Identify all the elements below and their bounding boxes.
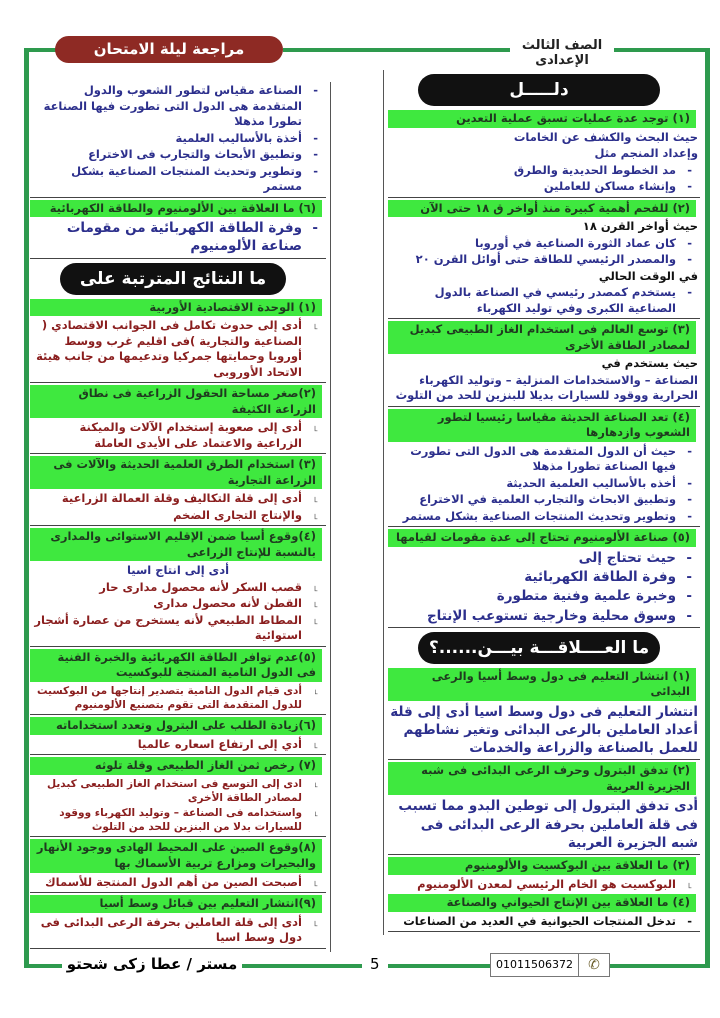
text-line: حيث أواخر القرن ١٨ — [582, 219, 698, 234]
divider — [30, 948, 326, 949]
phone-number: 01011506372 — [491, 954, 579, 976]
divider — [388, 931, 700, 932]
review-title-badge: مراجعة ليلة الامتحان — [55, 36, 283, 63]
highlighted-title: (٢) تدفق البترول وحرف الرعى البدائى فى شبه الجزيرة العربية — [388, 762, 696, 795]
bullet-item: - كان عماد الثورة الصناعية في أوروبا — [390, 236, 698, 252]
highlighted-title: (٩)انتشار التعليم بين قبائل وسط أسيا — [30, 895, 322, 913]
grade-label: الصف الثالث الإعدادى — [510, 38, 614, 68]
bullet-item: - أخذه بالأساليب العلمية الحديثة — [390, 476, 698, 492]
bullet-item: - يستخدم كمصدر رئيسي في الصناعة بالدول الصناعية الكبرى وفي توليد الكهرباء — [390, 285, 698, 316]
bullet-item: - حيث تحتاج إلى — [390, 549, 698, 567]
highlighted-title: (١) انتشار التعليم فى دول وسط أسيا والرعى البدائى — [388, 668, 696, 701]
divider — [388, 197, 700, 198]
divider — [388, 526, 700, 527]
divider — [30, 754, 326, 755]
text-line: أدى إلى انتاج اسيا — [126, 563, 230, 578]
highlighted-title: (٢)صغر مساحة الحقول الزراعية فى نطاق الزراعة الكثيفة — [30, 385, 322, 418]
text-line: في الوقت الحالي — [598, 268, 698, 283]
highlighted-title: (٦) ما العلاقة بين الألومنيوم والطاقة الكهربائية — [30, 200, 322, 218]
bullet-item: - حيث أن الدول المتقدمة هى الدول التى تطورت فيها الصناعة تطورا مذهلا — [390, 444, 698, 475]
highlighted-title: (٤) تعد الصناعة الحديثة مقياسا رئيسيا لتطور الشعوب وازدهارها — [388, 409, 696, 442]
divider — [30, 525, 326, 526]
frame-top-right — [610, 48, 710, 52]
arrow-item: ˪ المطاط الطبيعي لأنه يستخرج من عصارة أشجار استوائية — [32, 613, 324, 644]
bullet-item: - مد الخطوط الحديدية والطرق — [390, 163, 698, 179]
bullet-item: - وتطبيق الابحاث والتجارب العلمية في الاختراع — [390, 492, 698, 508]
arrow-item: ˪ أدى قيام الدول النامية بتصدير إنتاجها من البوكسيت للدول المتقدمة التى تقوم بتصنيع الألومنيوم — [32, 684, 324, 712]
arrow-item: ˪ قصب السكر لأنه محصول مدارى حار — [32, 580, 324, 596]
arrow-item: ˪ القطن لأنه محصول مدارى — [32, 596, 324, 612]
text-line: وإعداد المنجم مثل — [594, 146, 698, 161]
highlighted-title: (٨)وقوع الصين على المحيط الهادى ووجود الأنهار والبحيرات ومزارع تربية الأسماك بها — [30, 839, 322, 872]
arrow-item: ˪ والإنتاج التجارى الضخم — [32, 508, 324, 524]
bullet-item: - وتطوير وتحديث المنتجات الصناعية بشكل مستمر — [390, 509, 698, 525]
section-heading: ما النتائج المترتبة على — [60, 263, 286, 295]
bullet-item: - الصناعة مقياس لتطور الشعوب والدول المتقدمة هى الدول التى تطورت فيها الصناعة تطورا مذهلا — [32, 83, 324, 130]
bullet-item: - وإنشاء مساكن للعاملين — [390, 179, 698, 195]
arrow-item: ˪ أدى إلى حدوث تكامل فى الجوانب الاقتصادي ( الصناعية والتجارية )فى اقليم غرب ووسط أوروبا وحمايتها جمركيا وتدعيمها من جانب هيئة الاتحاد الأوروبى — [32, 318, 324, 380]
bullet-item: - والمصدر الرئيسي للطاقة حتى أوائل القرن ٢٠ — [390, 252, 698, 268]
arrow-item: ˪ البوكسيت هو الخام الرئيسي لمعدن الألومنيوم — [390, 877, 698, 893]
divider — [30, 382, 326, 383]
divider — [388, 406, 700, 407]
text-line: حيث يستخدم في — [601, 356, 698, 371]
text-line: الصناعة – والاستخدامات المنزلية – وتوليد الكهرباء الحرارية ووقود للسيارات بديلا للبنزين للحد من التلوث — [395, 372, 698, 403]
divider — [388, 759, 700, 760]
bullet-item: - وفرة الطاقة الكهربائية — [390, 568, 698, 586]
frame-top-middle — [283, 48, 510, 52]
right-column — [383, 70, 700, 935]
highlighted-title: (١) توجد عدة عمليات تسبق عملية التعدين — [388, 110, 696, 128]
bullet-item: - وخبرة علمية وفنية متطورة — [390, 587, 698, 605]
divider — [30, 836, 326, 837]
divider — [30, 258, 326, 259]
text-line: انتشار التعليم فى دول وسط اسيا أدى إلى قلة أعداد العاملين بالرعى البدائى وتغير نشاطهم للعمل بالصناعة والزراعة والخدمات — [390, 703, 698, 757]
bullet-item: - تدخل المنتجات الحيوانية في العديد من الصناعات — [390, 914, 698, 930]
highlighted-title: (٥) صناعة الألومنيوم تحتاج إلى عدة مقومات لقيامها — [388, 529, 696, 547]
phone-icon: ✆ — [588, 957, 600, 973]
bullet-item: - أخذة بالأساليب العلمية — [32, 131, 324, 147]
highlighted-title: (٦)زيادة الطلب على البترول وتعدد استخداماته — [30, 717, 322, 735]
section-heading: ما العــــلاقـــة بيـــن......؟ — [418, 632, 660, 664]
divider — [388, 627, 700, 628]
arrow-item: ˪ واستخدامه فى الصناعة – وتوليد الكهرباء ووقود للسيارات بدلا من البنزين للحد من التلوث — [32, 806, 324, 834]
arrow-item: ˪ أدى إلى قلة العاملين بحرفة الرعى البدائى فى دول وسط اسيا — [32, 915, 324, 946]
bullet-item: - وسوق محلية وخارجية تستوعب الإنتاج — [390, 607, 698, 625]
frame-left — [24, 48, 29, 968]
arrow-item: ˪ أدي إلى ارتفاع اسعاره عالميا — [32, 737, 324, 753]
divider — [30, 714, 326, 715]
arrow-item: ˪ أصبحت الصين من أهم الدول المنتجة للأسماك — [32, 875, 324, 891]
divider — [30, 453, 326, 454]
highlighted-title: (٢) للفحم أهمية كبيرة منذ أواخر ق ١٨ حتى الآن — [388, 200, 696, 218]
highlighted-title: (١) الوحدة الاقتصادية الأوربية — [30, 299, 322, 317]
arrow-item: ˪ أدى إلى صعوبة إستخدام الآلات والميكنة الزراعية والاعتماد على الأيدى العاملة — [32, 420, 324, 451]
arrow-item: ˪ أدى إلى قلة التكاليف وقلة العمالة الزراعية — [32, 491, 324, 507]
highlighted-title: (٣) استخدام الطرق العلمية الحديثة والآلات فى الزراعة التجارية — [30, 456, 322, 489]
highlighted-title: (٤)وقوع أسيا ضمن الإقليم الاستوائى والمدارى بالنسبة للإنتاج الزراعى — [30, 528, 322, 561]
arrow-item: ˪ ادى إلى التوسع فى استخدام الغاز الطبيعى كبديل لمصادر الطاقة الأخرى — [32, 777, 324, 805]
highlighted-title: (٤) ما العلاقة بين الإنتاج الحيواني والصناعة — [388, 894, 696, 912]
bullet-item: - وفرة الطاقة الكهربائية من مقومات صناعة الألومنيوم — [32, 219, 324, 255]
section-heading: دلـــــل — [418, 74, 660, 106]
text-line: أدى تدفق البترول إلى توطين البدو مما تسبب فى قلة العاملين بحرفة الرعى البدائى فى شبه الجزيرة العربية — [398, 798, 698, 851]
divider — [388, 318, 700, 319]
highlighted-title: (٧) رخص ثمن الغاز الطبيعى وقلة تلوثه — [30, 757, 322, 775]
divider — [388, 854, 700, 855]
highlighted-title: (٥)عدم توافر الطاقة الكهربائية والخبرة الفنية فى الدول النامية المنتجة للبوكسيت — [30, 649, 322, 682]
arrow-item — [390, 934, 698, 935]
frame-top-left — [26, 48, 56, 52]
author-name: مستر / عطا زكى شحتو — [62, 955, 242, 973]
highlighted-title: (٣) ما العلاقة بين البوكسيت والألومنيوم — [388, 857, 696, 875]
phone-box — [490, 953, 610, 977]
bullet-item: - وتطوير وتحديث المنتجات الصناعية بشكل مستمر — [32, 164, 324, 195]
divider — [30, 892, 326, 893]
text-line: حيث البحث والكشف عن الخامات — [513, 129, 698, 144]
page-number: 5 — [362, 955, 388, 973]
left-column — [30, 82, 331, 952]
divider — [30, 646, 326, 647]
divider — [30, 197, 326, 198]
frame-right — [705, 48, 710, 968]
highlighted-title: (٣) توسع العالم فى استخدام الغاز الطبيعى كبديل لمصادر الطاقة الأخرى — [388, 321, 696, 354]
bullet-item: - وتطبيق الأبحاث والتجارب فى الاختراع — [32, 147, 324, 163]
